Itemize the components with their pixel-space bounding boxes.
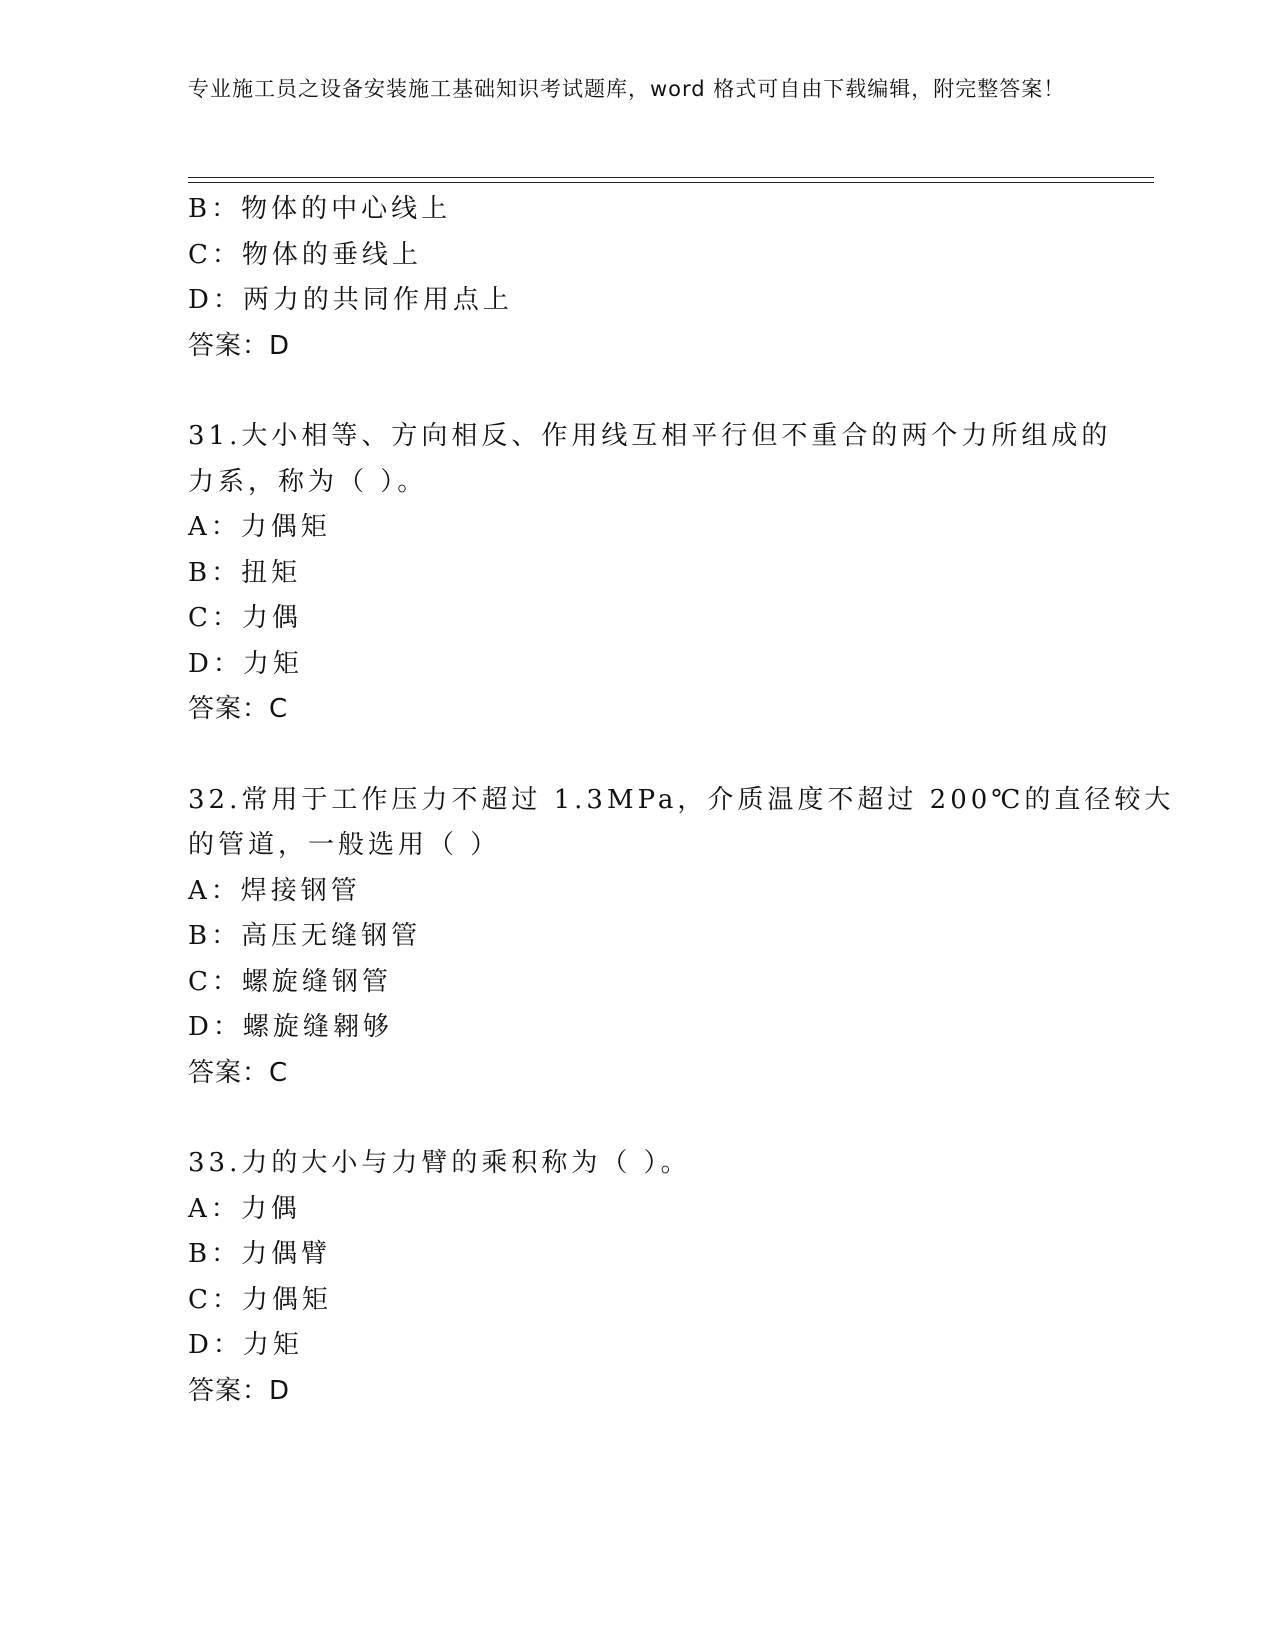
option-c: C：物体的垂线上 (188, 239, 422, 270)
question-text: 32.常用于工作压力不超过 1.3MPa，介质温度不超过 200℃的直径较大 (188, 784, 1175, 815)
option-d: D：力矩 (188, 648, 303, 679)
option-d: D：两力的共同作用点上 (188, 285, 513, 315)
question-text: 31.大小相等、方向相反、作用线互相平行但不重合的两个力所组成的 (188, 421, 1112, 451)
answer: 答案：D (188, 1375, 291, 1406)
option-d: D：螺旋缝翱够 (188, 1012, 393, 1042)
answer: 答案：C (188, 1057, 289, 1088)
question-33 (188, 1141, 1088, 1414)
question-32 (188, 778, 1175, 1097)
continued-question (188, 187, 1088, 369)
option-a: A：力偶 (188, 1193, 301, 1224)
header-divider-top (188, 177, 1154, 178)
option-a: A：力偶矩 (188, 512, 331, 542)
spacer (188, 733, 1088, 778)
answer: 答案：D (188, 330, 291, 361)
option-a: A：焊接钢管 (188, 875, 361, 906)
answer: 答案：C (188, 694, 289, 724)
option-d: D：力矩 (188, 1330, 303, 1360)
document-header (188, 72, 1088, 106)
question-31 (188, 414, 1112, 733)
spacer (188, 369, 1088, 414)
option-c: C：力偶 (188, 603, 302, 633)
option-b: B：高压无缝钢管 (188, 921, 422, 951)
option-b: B：力偶臂 (188, 1239, 332, 1269)
spacer (188, 1096, 1088, 1141)
header-text: 专业施工员之设备安装施工基础知识考试题库，word 格式可自由下载编辑，附完整答案！ (188, 77, 1066, 101)
question-text-cont: 的管道，一般选用（ ） (188, 830, 501, 860)
option-b: B：物体的中心线上 (188, 194, 452, 224)
question-list (188, 187, 1175, 1414)
question-text: 33.力的大小与力臂的乘积称为（ ）。 (188, 1148, 691, 1178)
header-divider-bottom (188, 182, 1154, 183)
option-c: C：螺旋缝钢管 (188, 966, 392, 997)
option-c: C：力偶矩 (188, 1284, 332, 1315)
question-text-cont: 力系，称为（ ）。 (188, 466, 428, 497)
option-b: B：扭矩 (188, 557, 302, 588)
